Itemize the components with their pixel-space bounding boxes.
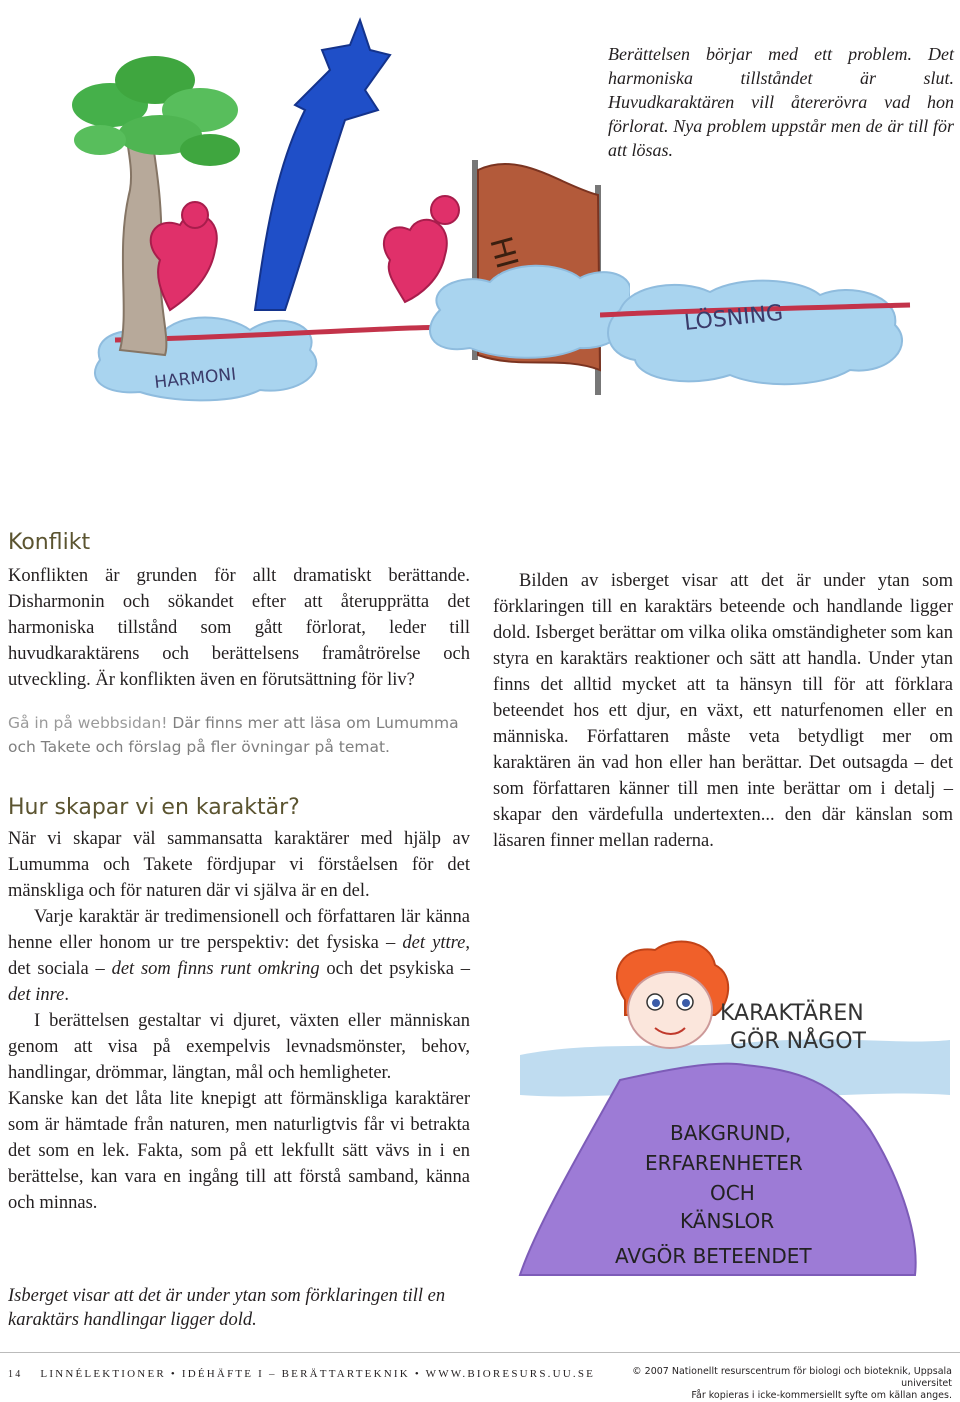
page-number: 14 xyxy=(8,1369,23,1380)
iceberg-line-4: KÄNSLOR xyxy=(680,1209,775,1233)
iceberg-line-3: OCH xyxy=(710,1181,755,1205)
footer-left xyxy=(8,1366,595,1381)
heart-figure-right xyxy=(384,220,447,302)
karaktar-p3: I berättelsen gestaltar vi djuret, växten eller människan genom att visa på exempelvis levnadsmönster, behov, handlingar, drömmar, längtan, mål och hemligheter. xyxy=(8,1011,470,1083)
p2-em-yttre: det yttre xyxy=(402,933,466,953)
karaktar-p4: Kanske kan det låta lite knepigt att förmänskliga karaktärer som är hämtade från naturen, men naturligtvis får vi betrakta det som en lek. Fakta, som på ett lekfullt sätt vävs in i en berättelse, kan vara en ingång till att förstå samband, känna och minnas. xyxy=(8,1089,470,1213)
bottom-caption xyxy=(8,1284,478,1332)
tree-canopy xyxy=(72,56,240,166)
iceberg-line-5: AVGÖR BETEENDET xyxy=(615,1244,812,1268)
konflikt-paragraph xyxy=(8,563,470,693)
heart-head-right xyxy=(431,196,459,224)
footer-copy-note: Får kopieras i icke-kommersiellt syfte om källan anges. xyxy=(691,1390,952,1401)
p2-part-d: . xyxy=(64,985,69,1005)
top-caption xyxy=(608,42,954,162)
isberg-paragraph: Bilden av isberget visar att det är under ytan som förklaringen till en karaktärs beteende och handlande ligger dold. Isberget berättar om vilka olika omständigheter som kan styra en karaktärs reaktioner och sätt att handla. Under ytan finns det alltid mycket att ta hänsyn till för att förklara beteendet hos ett djur, en växt, ett naturfenomen eller en människa. Författaren måste veta betydligt mer om karaktären än vad hon eller han berättar. Det outsagda – det som författaren känner till men inte berättar om i detalj – skapar den värdefulla undertexten... den där känslan som läsaren finner mellan raderna. xyxy=(493,571,953,851)
face xyxy=(628,972,712,1048)
losning-cloud-wrap xyxy=(600,270,920,400)
konflikt-text: Konflikten är grunden för allt dramatiskt berättande. Disharmonin och sökandet efter att återupprätta det harmoniska tillstånd som gått förlorat, leder till huvudkaraktärens och berättelsens framåtrörelse och utveckling. Är konflikten även en förutsättning för liv? xyxy=(8,566,470,690)
web-note-lead[interactable]: Gå in på webbsidan! xyxy=(8,714,168,732)
iceberg-top-label-1: KARAKTÄREN xyxy=(720,1001,864,1026)
karaktar-p2 xyxy=(8,904,470,1008)
right-pupil xyxy=(682,999,690,1007)
heart-head-left xyxy=(182,202,208,228)
p2-part-c: och det psykiska – xyxy=(319,959,471,979)
konflikt-heading: Konflikt xyxy=(8,530,91,555)
right-column xyxy=(493,568,953,854)
p2-part-b: , det sociala – xyxy=(8,933,470,979)
karaktar-heading: Hur skapar vi en karaktär? xyxy=(8,795,300,820)
left-pupil xyxy=(652,999,660,1007)
left-column xyxy=(8,530,470,1216)
losning-label: LÖSNING xyxy=(683,300,785,336)
top-caption-text: Berättelsen börjar med ett problem. Det harmoniska tillståndet är slut. Huvudkaraktären vill återerövra vad hon förlorat. Nya problem uppstår men de är till för att lösas. xyxy=(608,44,954,160)
p2-em-runt: det som finns runt omkring xyxy=(111,959,320,979)
web-note xyxy=(8,711,470,759)
character-head xyxy=(617,942,728,1048)
losning-cloud-body xyxy=(608,281,902,385)
bottom-caption-text: Isberget visar att det är under ytan som förklaringen till en karaktärs handlingar ligger dold. xyxy=(8,1286,446,1330)
iceberg-illustration xyxy=(515,930,955,1290)
p2-part-a: Varje karaktär är tredimensionell och författaren lär känna henne eller honom ur tre perspektiv: det fysiska – xyxy=(8,907,470,953)
karaktar-body xyxy=(8,826,470,1216)
footer-copyright: © 2007 Nationellt resurscentrum för biologi och bioteknik, Uppsala universitet xyxy=(632,1366,952,1389)
footer-right xyxy=(612,1366,952,1402)
karaktar-p1: När vi skapar väl sammansatta karaktärer med hjälp av Lumumma och Takete fördjupar vi förståelsen för det mänskliga och för naturen där vi själva är en del. xyxy=(8,829,470,901)
p2-em-inre: det inre xyxy=(8,985,65,1005)
footer-series: LINNÉLEKTIONER • IDÉHÄFTE I – BERÄTTARTEKNIK • WWW.BIORESURS.UU.SE xyxy=(40,1368,596,1380)
iceberg-line-2: ERFARENHETER xyxy=(645,1151,803,1175)
iceberg-line-1: BAKGRUND, xyxy=(670,1121,792,1145)
top-illustration xyxy=(60,10,630,410)
footer-rule xyxy=(0,1352,960,1353)
web-note-rest: Där finns mer att läsa om Lumumma och Takete och förslag på fler övningar på temat. xyxy=(8,714,459,756)
harmoni-label: HARMONI xyxy=(153,364,238,393)
iceberg-top-label-2: GÖR NÅGOT xyxy=(730,1029,866,1054)
blue-figure xyxy=(255,20,390,310)
